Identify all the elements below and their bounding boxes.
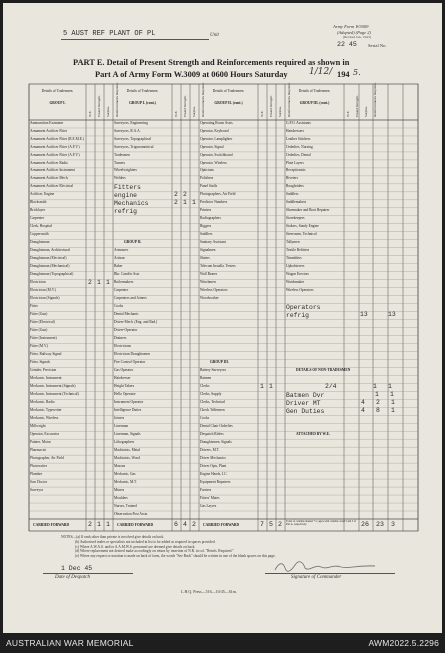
- form-note: (e) Where any request or notation is made on back of form, the words "See Back" should be written in one of the blank spaces on this page.: [75, 554, 276, 559]
- entry-value: 1: [373, 382, 377, 390]
- carried-forward-value: 2: [278, 521, 282, 528]
- row-label: Carpenter: [30, 216, 45, 221]
- row-label: Mechanic, Instrument (Technical): [30, 391, 79, 396]
- row-label: Draughtsman (Electrical): [30, 256, 67, 261]
- row-label: Polishers: [200, 176, 214, 181]
- header-details-g2c: [199, 89, 258, 106]
- form-ref-3: (Revised Jan., 1943): [343, 35, 371, 39]
- row-label: Machinists, Metal: [114, 447, 140, 452]
- row-label: Boilermakers: [114, 280, 134, 285]
- entry-value: 8: [376, 406, 380, 414]
- form-note: (c) Where A.W.A.S. and/or A.A.M.W.S. personnel are deemed give details on back.: [75, 544, 196, 549]
- row-label: Armament Artificer Instrument: [30, 168, 75, 173]
- row-label: Operator, Switchboard: [200, 152, 233, 157]
- despatch-underline: [43, 573, 133, 574]
- row-label: Electrician (M.V.): [30, 288, 56, 293]
- row-label: Draughtsman (Topographical): [30, 272, 74, 277]
- header-posted-g1: Posted Strength.: [97, 95, 101, 117]
- row-label: Farriers: [200, 487, 212, 492]
- row-label: Hairdresser: [114, 375, 131, 380]
- row-label: Electrician (Signals): [30, 296, 60, 301]
- row-label: Draughtsman: [30, 240, 50, 245]
- header-required-g3c: Reinforcements Required.: [373, 82, 377, 117]
- row-label: Fitter (Electrical): [30, 320, 55, 325]
- serial-value: 22 45: [337, 41, 357, 48]
- row-label: Panel Staffs: [200, 184, 218, 189]
- row-label: Artisan: [114, 256, 125, 261]
- printer-line: L.H.Q. Press—516—10/45—61m.: [181, 589, 237, 594]
- row-label: G.P.O. Assistants: [286, 120, 311, 125]
- row-label: Fitters: [114, 184, 141, 192]
- report-year-suffix: 5.: [353, 68, 361, 77]
- entry-value: 4: [361, 406, 365, 414]
- row-label: Gas Layers: [200, 503, 217, 508]
- row-label: Opticians: [200, 168, 214, 173]
- row-label: Nurses, Trained: [114, 503, 137, 508]
- footer-institution: AUSTRALIAN WAR MEMORIAL: [6, 638, 134, 648]
- entry-value: 2: [174, 191, 178, 199]
- header-group-name: GROUP I.: [49, 101, 66, 106]
- row-label: Saw Doctor: [30, 479, 48, 484]
- row-label: Wagon Erectors: [286, 272, 309, 277]
- row-label: Operator, Keyboard: [200, 128, 229, 133]
- row-label: Hello Operator: [114, 391, 136, 396]
- carried-forward-label: CARRIED FORWARD: [117, 523, 154, 527]
- row-label: Carpenter: [114, 288, 129, 293]
- report-date: 1/12/: [309, 67, 333, 77]
- row-label: Driver-Mech. (Eng. and Rad.): [114, 320, 158, 325]
- row-label: Bricklayer: [30, 208, 46, 213]
- entry-value: 1: [97, 279, 101, 287]
- row-label: Armament Artificer Fitter (A.F.V.): [30, 144, 80, 149]
- row-label: Driver MT: [286, 399, 321, 407]
- carried-forward-value: 1: [106, 521, 110, 528]
- title-line-2: Part A of Army Form W.3009 at 0600 Hours Saturday: [95, 70, 288, 79]
- row-label: Gas Operator: [114, 367, 134, 372]
- row-label: Dental Mechanic: [114, 312, 139, 317]
- header-required-g1c: Reinforcements Required.: [201, 82, 205, 117]
- row-label: Bkr. Camb'n Asst.: [114, 272, 141, 277]
- row-label: Mechanic, Wireless: [30, 415, 59, 420]
- form-note: NOTES—(a) If rank other than private is involved give details on back.: [61, 535, 165, 539]
- totals-value: 26: [361, 521, 369, 528]
- row-label: Driver-Operator: [114, 328, 138, 333]
- entry-value: 1: [391, 398, 395, 406]
- row-label: Blacksmith: [30, 200, 47, 205]
- header-surplus-g3c: Surplus.: [364, 106, 368, 117]
- archive-footer: [0, 633, 445, 653]
- header-required-g2c: Reinforcements Required.: [287, 82, 291, 117]
- unit-label: Unit: [210, 33, 219, 38]
- header-details-text: Details of Tradesmen.: [41, 89, 74, 93]
- row-label: Drainers: [114, 336, 127, 341]
- entry-value: 2/4: [325, 382, 337, 390]
- row-label: Driver Opts, Plant: [200, 463, 227, 468]
- entry-value: 1: [183, 199, 187, 207]
- header-details-g3c: [285, 89, 344, 106]
- form-ref-1: Army Form W3009: [333, 24, 369, 29]
- totals-value: 3: [391, 521, 395, 528]
- header-surplus-g2c: Surplus.: [278, 106, 282, 117]
- header-details-text: Details of Tradesmen.: [212, 89, 245, 93]
- entry-value: 2: [88, 279, 92, 287]
- row-label: Engine Hands, I.C.: [200, 471, 228, 476]
- row-label: Masons: [114, 463, 126, 468]
- row-label: Surveyors, Topographical: [114, 136, 152, 141]
- row-label: Baker: [114, 264, 123, 269]
- row-label: Carpenters and Joiners: [114, 296, 147, 301]
- row-label: Operators: [286, 304, 321, 312]
- header-surplus-g1: Surplus.: [106, 106, 110, 117]
- row-label: Instrument Operator: [114, 399, 144, 404]
- header-details-text: Details of Tradesmen.: [126, 89, 159, 93]
- row-label: Textile Refitters: [286, 248, 310, 253]
- carried-forward-value: 6: [174, 521, 178, 528]
- row-label: Saddlemakers: [286, 200, 307, 205]
- row-label: Saddlers: [286, 192, 299, 197]
- row-label: Wireless Operators: [286, 288, 314, 293]
- carried-forward-value: 7: [260, 521, 264, 528]
- header-required-g1: Reinforcements Required.: [115, 82, 119, 117]
- row-label: DETAILS OF NON-TRADESMEN: [296, 367, 351, 372]
- row-label: Fitter (Instrument): [30, 336, 57, 341]
- serial-label: Serial No.: [368, 43, 387, 48]
- row-label: Fitter, Railway Signal: [30, 352, 62, 357]
- row-label: Saddlers: [200, 232, 213, 237]
- row-label: Driver Mechanics: [200, 455, 226, 460]
- header-posted-g1c: Posted Strength.: [183, 95, 187, 117]
- form-note: (d) Where replacement not desired make accordingly on return by insertion of N.R. in col. "Reinfs. Required.": [75, 549, 234, 554]
- row-label: Tallymen: [286, 240, 300, 245]
- entry-value: 1: [106, 279, 110, 287]
- row-label: Pharmacist: [30, 447, 46, 452]
- header-we-g2c: W.E.: [260, 110, 264, 117]
- row-label: Miners: [114, 487, 125, 492]
- header-posted-g2c: Posted Strength.: [269, 95, 273, 117]
- signature-underline: [265, 573, 395, 574]
- row-label: Batmen: [200, 375, 212, 380]
- row-label: Upholsterers: [286, 264, 305, 269]
- row-label: Fitter, Signals: [30, 360, 51, 364]
- row-label: Mechanic, Instrument: [30, 375, 62, 380]
- row-label: Armourer: [114, 248, 129, 253]
- carried-forward-value: 4: [183, 521, 187, 528]
- title-line-1: PART E. Detail of Present Strength and Reinforcements required as shown in: [73, 58, 350, 67]
- form-note: (b) Authorised trades or specialists not included in list to be added as required in spaces provided.: [75, 539, 216, 544]
- row-label: Cooks: [200, 415, 210, 420]
- row-label: Machinists, Wood: [114, 455, 140, 460]
- row-label: Orderlies, Nursing: [286, 144, 313, 149]
- entry-value: 1: [390, 390, 394, 398]
- row-label: Telecom Installa. Testers: [200, 264, 236, 269]
- carried-forward-label: CARRIED FORWARD: [203, 523, 240, 527]
- row-label: Ammunition Examiner: [30, 120, 64, 125]
- row-label: Operator, Signal: [200, 144, 224, 149]
- row-label: Height Takers: [114, 383, 135, 388]
- header-we-g3c: W.E.: [346, 110, 350, 117]
- row-label: Watchmaker: [286, 280, 305, 285]
- row-label: Draughtsman (Mechanical): [30, 264, 70, 269]
- row-label: Photographers, Air Field: [200, 192, 236, 197]
- row-label: Coppersmith: [30, 232, 49, 237]
- entry-value: 4: [361, 398, 365, 406]
- row-label: Operator, Excavator: [30, 431, 59, 436]
- row-label: Storekeepers: [286, 216, 305, 221]
- row-label: Signalmen: [200, 248, 216, 253]
- totals-label: Totals of columns marked * to agree with columns 4 and 5 and 3 of Part A, respectively.: [286, 520, 356, 526]
- signature-label: Signature of Commander: [291, 575, 342, 580]
- row-label: Armament Artificer Fitter (R.E.M.E.): [30, 136, 84, 141]
- despatch-date-value: 1 Dec 45: [61, 565, 93, 572]
- entry-value: 2: [183, 191, 187, 199]
- row-label: Wheelwrighters: [114, 168, 137, 173]
- carried-forward-value: 5: [269, 521, 273, 528]
- row-label: engine: [114, 192, 138, 200]
- row-label: Fitter (Gun): [30, 328, 48, 333]
- row-label: ATTACHED BY W.E.: [296, 431, 330, 436]
- entry-value: 1: [269, 382, 273, 390]
- row-label: refrig: [114, 208, 138, 216]
- row-label: Stokers, Stanly Engine: [286, 224, 319, 229]
- report-year: 194: [337, 70, 350, 79]
- row-label: Leather Stitchers: [286, 136, 311, 141]
- row-label: Lithographers: [114, 439, 135, 444]
- header-group-name: GROUP II. (cont.): [214, 101, 243, 106]
- entry-value: 1: [391, 406, 395, 414]
- header-details-g1c: [113, 89, 172, 106]
- row-label: Armament Artificer Mech.: [30, 176, 69, 181]
- row-label: Printers: [200, 208, 212, 213]
- row-label: Check Tellermen: [200, 407, 225, 412]
- form-ref-2: (Adapted) (Page 2): [337, 30, 371, 35]
- row-label: Operator, Wireless: [200, 160, 227, 165]
- row-label: Surveyors, Engineering: [114, 120, 148, 125]
- row-label: Draughtsman, Architectural: [30, 248, 70, 253]
- row-label: Artificer, Engine: [30, 192, 55, 197]
- row-label: Surveyor: [30, 487, 44, 492]
- row-label: Wireless Operators: [200, 288, 228, 293]
- header-group-name: GROUP III. (cont.): [299, 101, 330, 106]
- row-label: Clerks, Technical: [200, 399, 226, 404]
- row-label: Receptionists: [286, 168, 306, 173]
- row-label: Shoemaker and Boot Repairer: [286, 208, 330, 213]
- row-label: Dental Chair Orderlies: [200, 423, 233, 428]
- row-label: Mechanics: [114, 200, 149, 208]
- row-label: Plate Layers: [286, 160, 304, 165]
- carried-forward-value: 2: [88, 521, 92, 528]
- row-label: Photographer, Air Field: [30, 455, 64, 460]
- header-we-g1: W.E.: [88, 110, 92, 117]
- row-label: GROUP II.: [124, 240, 142, 245]
- row-label: Linesman, Signals: [114, 431, 141, 436]
- entry-value: 1: [375, 390, 379, 398]
- entry-value: 2: [174, 199, 178, 207]
- row-label: Operating Room Assts.: [200, 120, 234, 125]
- totals-value: 23: [376, 521, 384, 528]
- row-label: Battery Surveyors: [200, 367, 227, 372]
- row-label: Moulders: [114, 495, 128, 500]
- row-label: Photowriter: [30, 463, 47, 468]
- row-label: Woodworker: [200, 296, 219, 301]
- row-label: Clerk, Hospital: [30, 224, 52, 229]
- row-label: Linesman: [114, 423, 129, 428]
- row-label: Surveyors, R.A.A.: [114, 128, 141, 133]
- row-label: Turners: [114, 160, 126, 165]
- row-label: Sanitary Assistant: [200, 240, 226, 245]
- row-label: Despatch Riders: [200, 431, 224, 436]
- row-label: Clerks, Supply: [200, 391, 222, 396]
- carried-forward-label: CARRIED FORWARD: [33, 523, 70, 527]
- row-label: Fitter (M.V.): [30, 344, 49, 349]
- row-label: Grinder, Precision: [30, 367, 57, 372]
- row-label: Armament Artificer Radio: [30, 160, 68, 165]
- row-label: Armament Artificer Fitter (A.F.V.): [30, 152, 80, 157]
- row-label: Joiners: [114, 415, 125, 420]
- row-label: Winchmen: [200, 280, 216, 285]
- row-label: Fitter: [30, 304, 38, 309]
- row-label: Draughtsmen, Signals: [200, 439, 232, 444]
- header-posted-g3c: Posted Strength.: [355, 95, 359, 117]
- carried-forward-value: 2: [192, 521, 196, 528]
- entry-value: 1: [192, 199, 196, 207]
- row-label: Timmblers: [286, 256, 302, 261]
- row-label: Painter, Motor: [30, 439, 51, 444]
- row-label: Fitter (Gun): [30, 312, 48, 317]
- despatch-label: Date of Despatch: [55, 575, 90, 580]
- row-label: Drivers, M.T.: [200, 447, 220, 452]
- row-label: Equipment Repairers: [200, 479, 231, 484]
- header-details-text: Details of Tradesmen.: [298, 89, 331, 93]
- row-label: Wall Bearer: [200, 272, 218, 277]
- row-label: Plumber: [30, 471, 43, 476]
- unit-value: 5 AUST REF PLANT OF PL: [63, 30, 156, 38]
- row-label: Fitters' Mates: [200, 495, 220, 500]
- row-label: Armament Artificer Fitter: [30, 128, 68, 133]
- row-label: Electrician: [30, 280, 46, 285]
- entry-value: 1: [388, 382, 392, 390]
- form-sheet: [3, 3, 442, 633]
- row-label: Mechanic, M.T.: [114, 479, 137, 484]
- row-label: refrig: [286, 312, 310, 320]
- row-label: Radiographers: [200, 216, 221, 221]
- row-label: Mechanic, Gas: [114, 471, 136, 476]
- row-label: Riggers: [200, 224, 212, 229]
- row-label: Tradesmen: [114, 152, 130, 157]
- row-label: Predictor Numbers: [200, 200, 228, 205]
- row-label: Cooks: [114, 304, 124, 309]
- row-label: Hairdressers: [286, 128, 304, 133]
- row-label: Steersmen, Technical: [286, 232, 317, 237]
- row-label: GROUP III.: [210, 360, 229, 364]
- row-label: Roughriders: [286, 184, 304, 189]
- row-label: Gen Duties: [286, 407, 325, 415]
- header-we-g1c: W.E.: [174, 110, 178, 117]
- row-label: Mechanic, Radio: [30, 399, 55, 404]
- row-label: Armament Artificer Electrical: [30, 184, 74, 189]
- entry-value: 13: [388, 311, 396, 319]
- row-label: Clerks: [200, 383, 210, 388]
- carried-forward-value: 1: [97, 521, 101, 528]
- row-label: Millwright: [30, 423, 46, 428]
- row-label: Mechanic, Typewriter: [30, 407, 62, 412]
- row-label: Batmen Dvr: [286, 391, 325, 399]
- row-label: Intelligence Duties: [114, 407, 142, 412]
- row-label: Mechanic, Instrument (Signals): [30, 383, 76, 388]
- header-details-g1: [29, 89, 86, 106]
- row-label: Surveyors, Trigonometrical: [114, 144, 154, 149]
- row-label: Riveters: [286, 176, 298, 181]
- entry-value: 2: [376, 398, 380, 406]
- row-label: Slaters: [200, 256, 210, 261]
- header-surplus-g1c: Surplus.: [192, 106, 196, 117]
- row-label: Orderlies, Dental: [286, 152, 311, 157]
- row-label: Electricians: [114, 344, 131, 349]
- row-label: Fire Control Operator: [114, 360, 146, 364]
- entry-value: 1: [260, 382, 264, 390]
- entry-value: 13: [360, 311, 368, 319]
- commander-signature: [271, 560, 381, 573]
- row-label: Welders: [114, 176, 126, 181]
- row-label: Operator, Lamplighter: [200, 136, 233, 141]
- row-label: Observation Post Assts.: [114, 511, 149, 516]
- footer-accession: AWM2022.5.2296: [368, 638, 439, 648]
- row-label: Electrician Draughtsmen: [114, 352, 150, 357]
- header-group-name: GROUP I. (cont.): [129, 101, 156, 106]
